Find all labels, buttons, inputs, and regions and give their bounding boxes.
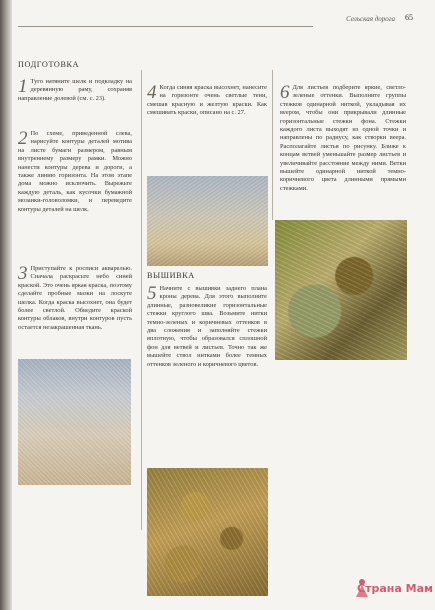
step-4 — [147, 84, 267, 118]
step-5-number: 5 — [147, 283, 157, 304]
step-1-number: 1 — [18, 76, 28, 97]
step-2-text: По схеме, приведенной слева, нарисуйте контуры деталей мотива на листе бумаги размером, равным внутреннему размеру рамки. Можно нанести контуры дерева и дороги, а также линию горизонта. На этом этапе дома можно исключить. Вырежьте каждую деталь, как кусочки бумажной мозаики-головоломки, и переведите контуры деталей на шелк. — [18, 130, 132, 213]
step-3-text: Приступайте к росписи акварелью. Сначала раскрасьте небо синей краской. Это очень яркая краска, поэтому сделайте пробные мазки на лоскуте шелка. Когда краска высохнет, она будет более светлой. Обведите краской контуры облаков, внутри контуров пусть остается незакрашенная ткань. — [18, 265, 132, 331]
column-divider-2 — [272, 70, 273, 220]
step-1-text: Туго натяните шелк и подкладку на деревянную раму, сохраняя направление долевой (см. с. 23). — [18, 78, 132, 102]
step-6-text: Для листьев подберите яркие, светло-зеленые оттенки. Выполните группы стежков одинарной ниткой, укладывая их веером, чтобы они прикрывали длинные горизонтальные стежки фона. Стежки каждого листа выходят из одной точки и направлены по радиусу, как створки веера. Располагайте листья по рисунку. Ближе к концам ветвей уменьшайте размер листьев и увеличивайте расстояние между ними. Ветки вышейте одинарной ниткой темно-коричневого цвета длинными прямыми стежками. — [280, 84, 406, 192]
step-4-text: Когда синяя краска высохнет, нанесите на горизонте очень светлые тени, смешав красную и желтую краски. Как смешивать краски, описано на с. 27. — [147, 84, 267, 117]
step-2 — [18, 130, 132, 214]
site-watermark — [353, 575, 433, 603]
step-6 — [280, 84, 406, 193]
photo-embroidered-tree-crown — [147, 468, 268, 596]
section-heading-embroidery: ВЫШИВКА — [147, 271, 195, 280]
step-2-number: 2 — [18, 128, 28, 149]
column-divider-1 — [141, 70, 142, 530]
photo-painted-horizon — [147, 176, 268, 266]
step-3 — [18, 265, 132, 332]
photo-embroidered-leaves — [275, 220, 407, 360]
photo-painted-sky — [18, 359, 131, 485]
page-number: 65 — [405, 13, 413, 22]
section-heading-preparation: ПОДГОТОВКА — [18, 60, 80, 69]
step-4-number: 4 — [147, 82, 157, 103]
step-1 — [18, 78, 132, 103]
step-6-number: 6 — [280, 82, 290, 103]
header-rule — [18, 26, 313, 27]
page-binding-shadow — [0, 0, 12, 610]
running-head: Сельская дорога — [346, 15, 395, 23]
step-5 — [147, 285, 267, 369]
step-5-text: Начните с вышивки заднего плана кроны дерева. Для этого выполните длинные, разновеликие горизонтальные стежки круглого шва. Возьмите нитки темно-зеленых и коричневых оттенков в два сложения и заполняйте стежки вплотную, чтобы образовался сплошной фон для ветвей и листьев. Точно так же вышейте ствол нитками более темных оттенков зеленого и коричневого цветов. — [147, 285, 267, 368]
watermark-text: Страна Мам — [357, 582, 433, 595]
step-3-number: 3 — [18, 263, 28, 284]
